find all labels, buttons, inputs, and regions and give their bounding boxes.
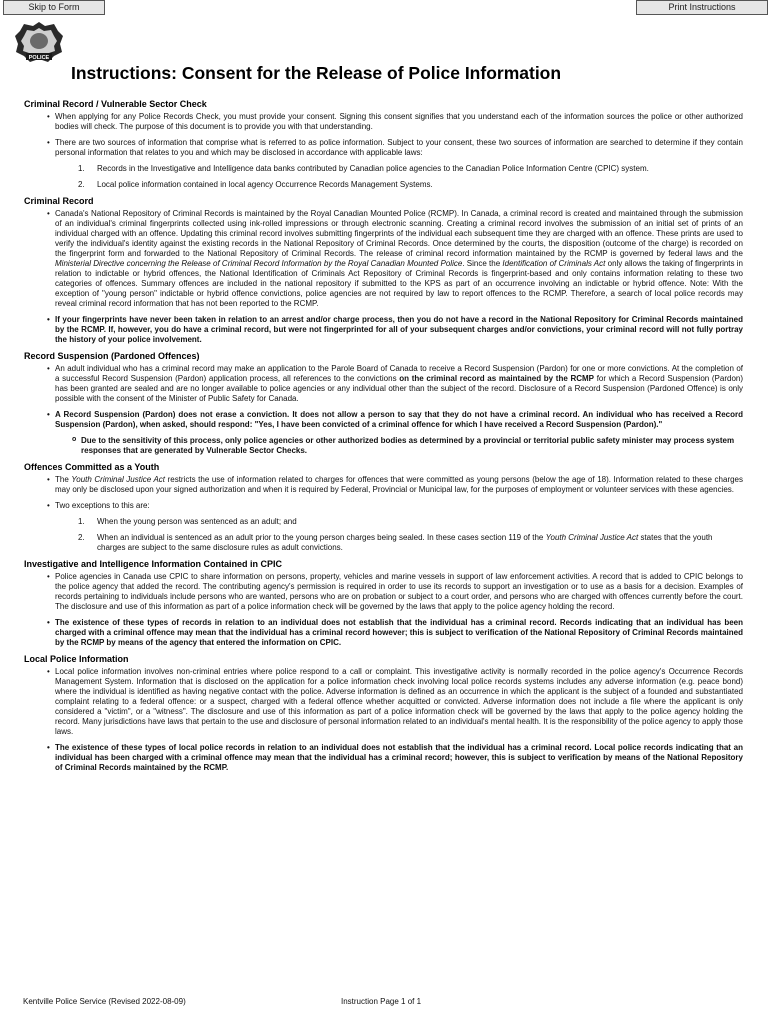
footer-page-number: Instruction Page 1 of 1 xyxy=(341,997,422,1006)
text-run: An adult individual who has a criminal record may make an application to the Parole Board of Canada to receive a Record Suspension (Pardon) for one or more convictions. At the completion of a successful Record Suspension (Pardon) application process, all references to the convictions xyxy=(55,364,743,383)
list-item: • Local police information involves non-criminal entries where police respond to a call or complaint. This investigative activity is normally recorded in the police agency's Occurrence Records Management System. Information that is disclosed on the application for a police information check involving local police records systems includes any adverse information (e.g. peace bond) where the individual is identified as having negative contact with the police. Adverse information is defined as an occurrence in which the applicant is the subject of a founded and substantiated complaint relating to a federal offence: or a suspect, charged with a federal offence whether acquitted or convicted. Adverse information does not include a file where the applicant is only considered a "victim", or a "witness". The disclosure and use of this information as part of a police information check will be governed by the laws that apply to the police agency holding the record. Many jurisdictions have laws that pertain to the use and disclosure of personal information related to an individual's mental health. It is the responsibility of the police agency to apply those laws. xyxy=(23,667,743,737)
item-number: 1. xyxy=(78,164,85,173)
item-number: 2. xyxy=(78,533,85,542)
act-title: Youth Criminal Justice Act xyxy=(545,533,639,542)
list-item: • When applying for any Police Records Check, you must provide your consent. Signing this consent signifies that you understand each of the information sources the police or other authorized bodies will check. The purpose of this document is to provide you with that understanding. xyxy=(23,112,743,132)
list-item: • The existence of these types of records in relation to an individual does not establish that the individual has a criminal record. Records indicating that an individual has been charged with a criminal offence may mean that the individual has a criminal record however; this is subject to verification of the National Repository of Criminal Records maintained by the RCMP by means of the agency that entered the information on CPIC. xyxy=(23,618,743,648)
section-heading-offences-committed-as-youth: Offences Committed as a Youth xyxy=(24,462,160,472)
text-run: restricts the use of information related to charges for offences that were committed as young persons (below the age of 18). Information related to these charges may only be disclosed upon your signed authorization and when it is required by Federal, Provincial or Municipal law, for the purposes of employment or volunteer services with these agencies. xyxy=(55,475,744,494)
item-text: Records in the Investigative and Intelligence data banks contributed by Canadian police agencies to the Canadian Police Information Centre (CPIC) system. xyxy=(97,164,649,173)
item-number: 2. xyxy=(78,180,85,189)
page-title: Instructions: Consent for the Release of Police Information xyxy=(71,63,562,83)
numbered-item xyxy=(23,533,743,553)
print-instructions-button[interactable]: Print Instructions xyxy=(636,0,768,15)
list-item xyxy=(23,209,743,309)
text-run: only allows the taking of fingerprints in relation to indictable or hybrid offences, the National Identification of Criminals Act Repository of Criminal Records is fingerprint-based and only contains information relating to these two categories of offences. Summary offences are included in the national repository if submitted to the KPS as part of an occurrence involving an indictable or hybrid offence. Note: With the exception of "young person" indictable or hybrid offence convictions, police agencies are not required by law to report offences to the RCMP. Therefore, a search of local police records may reveal criminal record information that has not been reported to the RCMP. xyxy=(55,259,743,308)
act-title: Youth Criminal Justice Act xyxy=(71,475,166,484)
text-run: The xyxy=(55,475,72,484)
list-item: • There are two sources of information that comprise what is referred to as police information. Subject to your consent, these two sources of information are searched to determine if they contain personal information that relates to you and which may be disclosed in accordance with applicable laws: xyxy=(23,138,743,158)
item-number: 1. xyxy=(78,517,85,526)
sub-list-item: o Due to the sensitivity of this process, only police agencies or other authorized bodies as determined by a provincial or territorial public safety minister may process system responses that are generated by Vulnerable Sector Checks. xyxy=(23,436,743,456)
skip-to-form-button[interactable]: Skip to Form xyxy=(3,0,105,15)
section-heading-local-police-information: Local Police Information xyxy=(24,654,129,664)
list-item xyxy=(23,364,743,404)
list-item: • The existence of these types of local police records in relation to an individual does not establish that the individual has a criminal record. Local police records indicating that an individual has been charged with a criminal offence may mean that the individual has a criminal record; however, this is subject to verification by means of the National Repository of Criminal Records maintained by the RCMP. xyxy=(23,743,743,773)
section-heading-cpic-information: Investigative and Intelligence Information Contained in CPIC xyxy=(24,559,283,569)
directive-title: Ministerial Directive concerning the Release of Criminal Record Information by the Royal Canadian Mounted Police xyxy=(55,259,463,268)
section-heading-record-suspension: Record Suspension (Pardoned Offences) xyxy=(24,351,200,361)
text-run: When an individual is sentenced as an adult prior to the young person charges being sealed. In these cases section 119 of the xyxy=(97,533,546,542)
list-item xyxy=(23,475,743,495)
numbered-item xyxy=(23,164,743,174)
text-run: Canada's National Repository of Criminal Records is maintained by the Royal Canadian Mounted Police (RCMP). In Canada, a criminal record is created and maintained through the submission of an individual's criminal fingerprints collected using ink-rolled impressions or through electronic scanning. Creating a criminal record involves the submission of an initial set of prints of an individual charged with an offence. Updating this criminal record involves submitting fingerprints of the individual each subsequent time they are charged with an offence. These prints are used to verify the individual's identity against the existing records in the National Repository of Criminal Records. Once determined by the courts, the disposition (outcome of the charge) is recorded on the fingerprint form and forwarded to the National Repository of Criminal Records. The release of criminal record information maintained by the RCMP is governed by federal laws and the xyxy=(55,209,743,258)
text-run: . Since the xyxy=(462,259,503,268)
section-heading-criminal-record-vulnerable-sector-check: Criminal Record / Vulnerable Sector Check xyxy=(24,99,207,109)
emphasis-text: on the criminal record as maintained by the RCMP xyxy=(399,374,595,383)
instructions-body xyxy=(23,99,743,779)
numbered-item xyxy=(23,517,743,527)
item-text: When the young person was sentenced as an adult; and xyxy=(97,517,297,526)
badge-text: POLICE xyxy=(28,55,50,61)
numbered-item xyxy=(23,180,743,190)
act-title: Identification of Criminals Act xyxy=(502,259,606,268)
item-text: Local police information contained in local agency Occurrence Records Management Systems. xyxy=(97,180,433,189)
list-item: • Police agencies in Canada use CPIC to share information on persons, property, vehicles and marine vessels in support of law enforcement activities. A record that is added to CPIC belongs to the police agency that added the record. The contributing agency's permission is required in order to use its records to support an investigation or to use as a basis for a decision. Examples of records pertaining to individuals include persons who are wanted, persons who are on probation or subject to a court order, and persons who are charged with offences currently before the court. The disclosure and use of this information as part of a police information check will be governed by the laws that apply to the police agency holding the record. xyxy=(23,572,743,612)
text-run: states that the youth charges are subject to the same disclosure rules as adult convictions. xyxy=(97,533,713,552)
list-item: • If your fingerprints have never been taken in relation to an arrest and/or charge process, then you do not have a record in the National Repository for Criminal Records maintained by the RCMP. If, however, you do have a criminal record, but were not fingerprinted for all of your subsequent charges and/or convictions, your criminal record will not fully portray the history of your police involvement. xyxy=(23,315,743,345)
list-item: • A Record Suspension (Pardon) does not erase a conviction. It does not allow a person to say that they do not have a criminal record. An individual who has received a Record Suspension (Pardon), when asked, should respond: "Yes, I have been convicted of a criminal offence for which I have received a Record Suspension (Pardon)." xyxy=(23,410,743,430)
footer-revision: Kentville Police Service (Revised 2022-08-09) xyxy=(23,997,186,1006)
text-run: for which a Record Suspension (Pardon) has been granted are sealed and are no longer available to police agencies or any individual other than the subject of the record. Disclosure of a Record Suspension (Pardoned Offence) is only possible with the consent of the Minister of Public Safety for Canada. xyxy=(55,374,744,403)
list-item: • Two exceptions to this are: xyxy=(23,501,743,511)
section-heading-criminal-record: Criminal Record xyxy=(24,196,94,206)
police-badge-icon xyxy=(14,20,64,64)
